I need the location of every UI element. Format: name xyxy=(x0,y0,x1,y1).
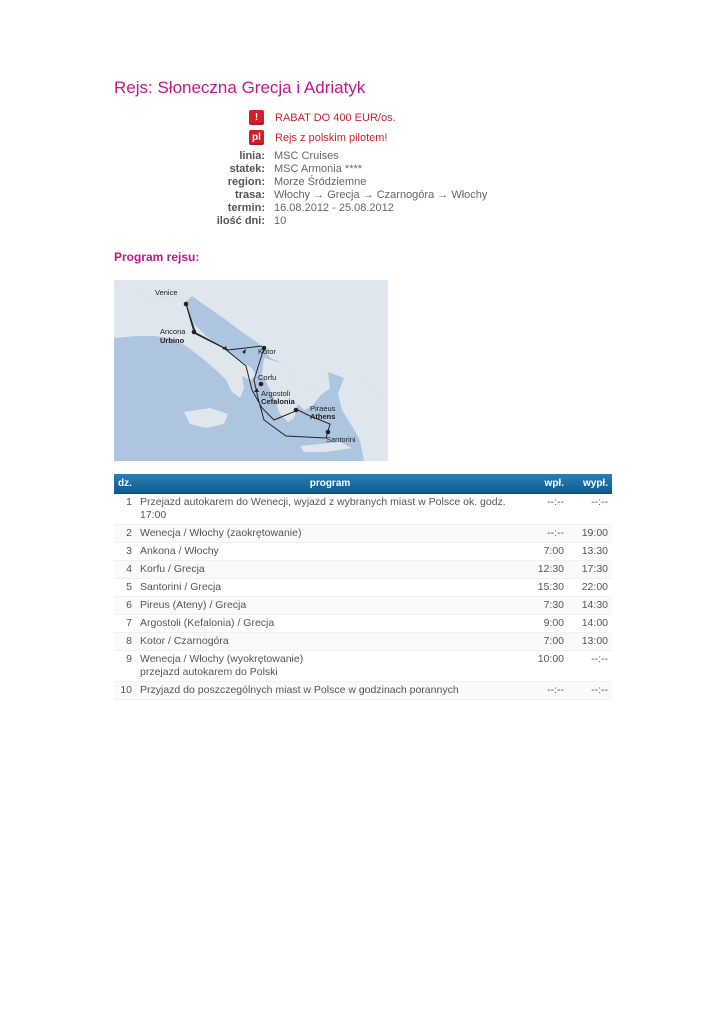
port-label: Piraeus xyxy=(310,404,336,413)
day-number: 2 xyxy=(114,525,136,543)
pilot-text: Rejs z polskim pilotem! xyxy=(275,131,388,144)
exclamation-icon: ! xyxy=(249,110,264,125)
route-stop: Grecja xyxy=(327,189,360,201)
departure-time: --:-- xyxy=(568,651,612,682)
departure-time: --:-- xyxy=(568,494,612,525)
info-row-line xyxy=(180,150,487,163)
info-label: trasa: xyxy=(235,189,265,201)
arrow-right-icon: → xyxy=(437,189,449,201)
pilot-badge-row xyxy=(249,128,396,147)
program-cell xyxy=(136,579,524,597)
info-row-route xyxy=(180,189,487,202)
port-marker xyxy=(326,430,331,435)
program-text: Kotor / Czarnogóra xyxy=(140,635,229,647)
polish-pilot-icon: pl xyxy=(249,130,264,145)
info-value: Morze Śródziemne xyxy=(274,176,367,188)
arrival-time: 12:30 xyxy=(524,561,568,579)
arrival-time: 7:30 xyxy=(524,597,568,615)
departure-time: 13:00 xyxy=(568,633,612,651)
cruise-info xyxy=(180,150,487,228)
route-stop: Włochy xyxy=(451,189,488,201)
port-marker xyxy=(184,302,189,307)
program-table-body xyxy=(114,494,612,700)
day-number: 8 xyxy=(114,633,136,651)
program-text: Argostoli (Kefalonia) / Grecja xyxy=(140,617,275,629)
port-label: Ancona xyxy=(160,327,186,336)
info-label: termin: xyxy=(227,202,265,214)
badges xyxy=(249,108,396,148)
arrival-time: --:-- xyxy=(524,494,568,525)
program-cell xyxy=(136,651,524,682)
port-label: Corfu xyxy=(258,373,277,382)
table-row xyxy=(114,682,612,700)
table-row xyxy=(114,633,612,651)
info-row-ship xyxy=(180,163,487,176)
port-marker xyxy=(259,382,264,387)
arrival-time: 9:00 xyxy=(524,615,568,633)
discount-badge-row xyxy=(249,108,396,127)
program-text: Ankona / Włochy xyxy=(140,545,219,557)
route-stop: Czarnogóra xyxy=(376,189,435,201)
program-text: Korfu / Grecja xyxy=(140,563,205,575)
arrival-time: --:-- xyxy=(524,682,568,700)
info-row-days xyxy=(180,215,487,228)
table-row xyxy=(114,543,612,561)
arrival-time: 15:30 xyxy=(524,579,568,597)
info-value: 10 xyxy=(274,215,287,227)
info-value: MSC Cruises xyxy=(274,150,339,162)
port-marker xyxy=(192,330,197,335)
route-map xyxy=(114,280,388,461)
day-number: 10 xyxy=(114,682,136,700)
program-cell xyxy=(136,682,524,700)
day-number: 7 xyxy=(114,615,136,633)
program-heading: Program rejsu: xyxy=(114,250,200,264)
table-header-row xyxy=(114,474,612,494)
arrival-time: 7:00 xyxy=(524,633,568,651)
route-value xyxy=(274,189,487,202)
departure-time: 14:00 xyxy=(568,615,612,633)
program-text: Przyjazd do poszczególnych miast w Polsce w godzinach porannych xyxy=(140,684,459,696)
program-cell xyxy=(136,494,524,525)
departure-time: 13:30 xyxy=(568,543,612,561)
table-row xyxy=(114,579,612,597)
program-table xyxy=(114,474,612,700)
page-title: Rejs: Słoneczna Grecja i Adriatyk xyxy=(114,78,366,97)
program-cell xyxy=(136,543,524,561)
port-label: Cefalonia xyxy=(261,397,295,406)
arrow-right-icon: → xyxy=(362,189,374,201)
arrival-time: 10:00 xyxy=(524,651,568,682)
info-row-dates xyxy=(180,202,487,215)
column-header-departure: wypł. xyxy=(568,474,612,494)
port-label: Athens xyxy=(310,412,336,421)
port-label: Urbino xyxy=(160,336,185,345)
program-cell xyxy=(136,633,524,651)
info-label: linia: xyxy=(239,150,265,162)
program-cell xyxy=(136,615,524,633)
departure-time: 17:30 xyxy=(568,561,612,579)
table-row xyxy=(114,561,612,579)
program-cell xyxy=(136,597,524,615)
program-cell xyxy=(136,561,524,579)
route-stop: Włochy xyxy=(274,189,311,201)
info-label: ilość dni: xyxy=(216,215,265,227)
departure-time: 22:00 xyxy=(568,579,612,597)
day-number: 1 xyxy=(114,494,136,525)
arrow-right-icon: → xyxy=(313,189,325,201)
program-text: Wenecja / Włochy (zaokrętowanie) xyxy=(140,527,302,539)
arrival-time: 7:00 xyxy=(524,543,568,561)
port-label: Argostoli xyxy=(261,389,291,398)
departure-time: 19:00 xyxy=(568,525,612,543)
info-value: MSC Armonia **** xyxy=(274,163,363,175)
program-text: Pireus (Ateny) / Grecja xyxy=(140,599,247,611)
info-value: 16.08.2012 - 25.08.2012 xyxy=(274,202,394,214)
info-label: region: xyxy=(227,176,265,188)
port-label: Venice xyxy=(155,288,178,297)
day-number: 6 xyxy=(114,597,136,615)
day-number: 9 xyxy=(114,651,136,682)
program-text: Santorini / Grecja xyxy=(140,581,222,593)
departure-time: --:-- xyxy=(568,682,612,700)
program-text: Wenecja / Włochy (wyokrętowanie) xyxy=(140,653,304,665)
arrival-time: --:-- xyxy=(524,525,568,543)
departure-time: 14:30 xyxy=(568,597,612,615)
port-label: Santorini xyxy=(326,435,356,444)
table-row xyxy=(114,597,612,615)
table-row xyxy=(114,494,612,525)
column-header-program: program xyxy=(136,474,524,494)
day-number: 4 xyxy=(114,561,136,579)
program-cell xyxy=(136,525,524,543)
info-label: statek: xyxy=(229,163,265,175)
table-row xyxy=(114,615,612,633)
table-row xyxy=(114,525,612,543)
discount-text: RABAT DO 400 EUR/os. xyxy=(275,111,396,124)
program-text: Przejazd autokarem do Wenecji, wyjazd z wybranych miast w Polsce ok. godz. 17:00 xyxy=(140,496,506,521)
program-note: przejazd autokarem do Polski xyxy=(140,666,278,678)
column-header-arrival: wpł. xyxy=(524,474,568,494)
day-number: 5 xyxy=(114,579,136,597)
port-label: Kotor xyxy=(258,347,276,356)
column-header-day: dz. xyxy=(114,474,136,494)
info-row-region xyxy=(180,176,487,189)
day-number: 3 xyxy=(114,543,136,561)
table-row xyxy=(114,651,612,682)
port-marker xyxy=(294,408,299,413)
